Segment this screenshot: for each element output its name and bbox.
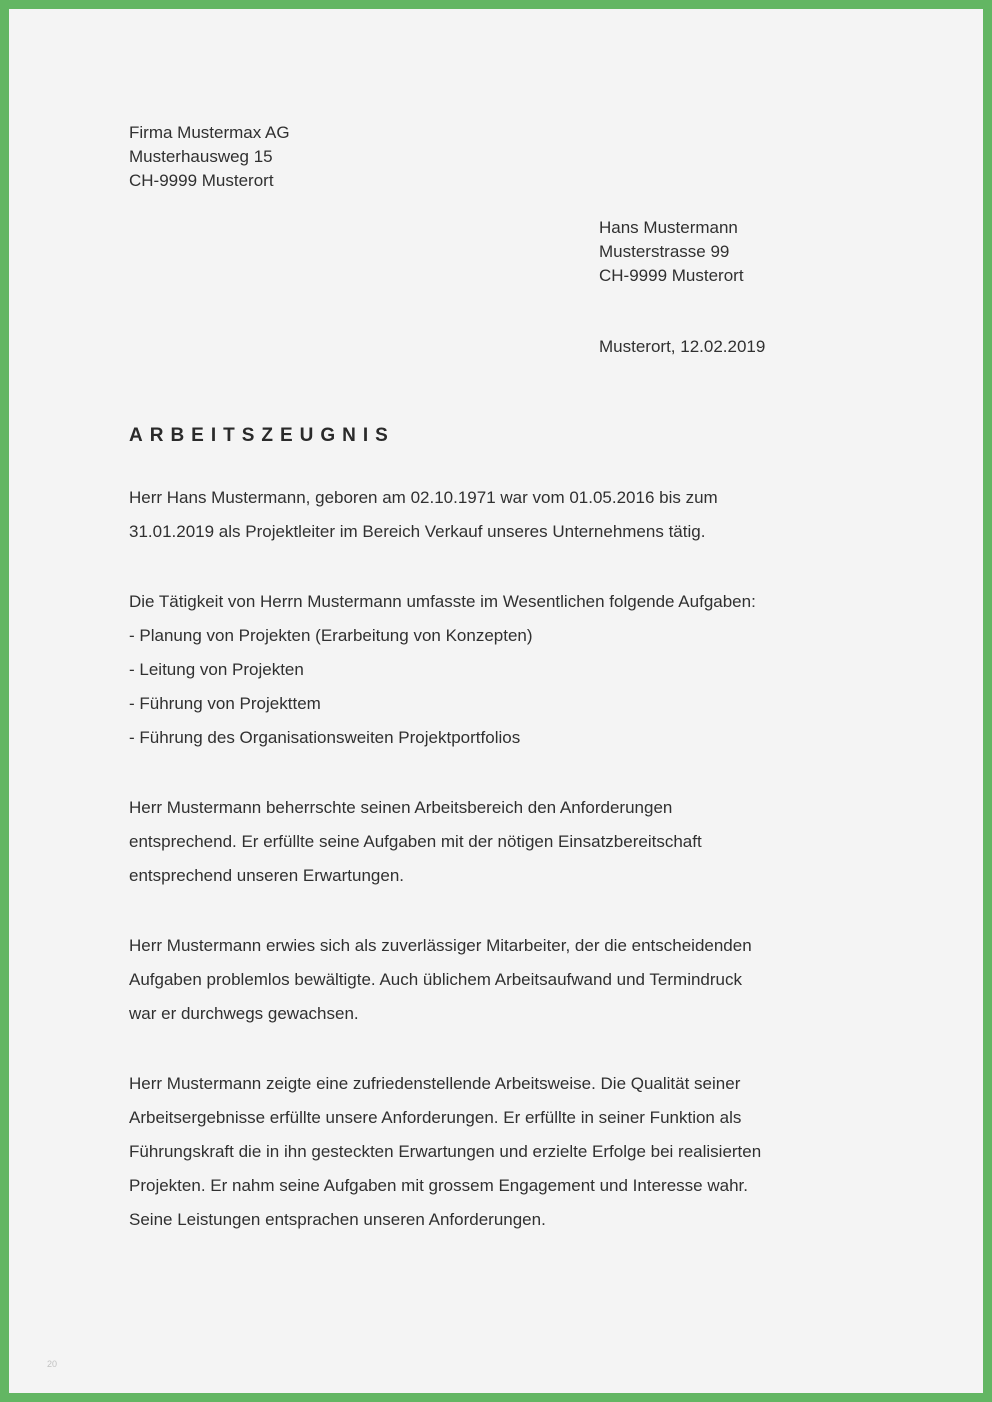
list-item: - Leitung von Projekten: [129, 660, 304, 679]
paragraph-line: Herr Hans Mustermann, geboren am 02.10.1971 war vom 01.05.2016 bis zum: [129, 488, 718, 507]
paragraph: [129, 481, 895, 549]
task-list-block: [129, 585, 895, 755]
paragraph-line: Aufgaben problemlos bewältigte. Auch üblichem Arbeitsaufwand und Termindruck: [129, 970, 742, 989]
paragraph-line: entsprechend. Er erfüllte seine Aufgaben mit der nötigen Einsatzbereitschaft: [129, 832, 702, 851]
recipient-block: [599, 216, 744, 288]
paragraph-line: 31.01.2019 als Projektleiter im Bereich Verkauf unseres Unternehmens tätig.: [129, 522, 706, 541]
task-list-intro: Die Tätigkeit von Herrn Mustermann umfasste im Wesentlichen folgende Aufgaben:: [129, 592, 756, 611]
paragraph: [129, 791, 895, 893]
sender-line: CH-9999 Musterort: [129, 171, 274, 190]
paragraph-line: Herr Mustermann erwies sich als zuverlässiger Mitarbeiter, der die entscheidenden: [129, 936, 752, 955]
sender-line: Firma Mustermax AG: [129, 123, 290, 142]
sender-block: [129, 121, 290, 193]
date-line: Musterort, 12.02.2019: [599, 337, 766, 356]
paragraph-line: entsprechend unseren Erwartungen.: [129, 866, 405, 885]
recipient-line: CH-9999 Musterort: [599, 266, 744, 285]
recipient-line: Hans Mustermann: [599, 218, 738, 237]
list-item: - Planung von Projekten (Erarbeitung von Konzepten): [129, 626, 533, 645]
page-watermark: 20: [47, 1359, 58, 1369]
paragraph-line: Herr Mustermann zeigte eine zufriedenstellende Arbeitsweise. Die Qualität seiner: [129, 1074, 741, 1093]
recipient-line: Musterstrasse 99: [599, 242, 730, 261]
sender-line: Musterhausweg 15: [129, 147, 273, 166]
letter-body: [129, 419, 895, 1237]
list-item: - Führung des Organisationsweiten Projektportfolios: [129, 728, 521, 747]
letter-heading: ARBEITSZEUGNIS: [129, 425, 395, 446]
list-item: - Führung von Projekttem: [129, 694, 321, 713]
paragraph: [129, 1067, 895, 1237]
paragraph-line: Seine Leistungen entsprachen unseren Anforderungen.: [129, 1210, 546, 1229]
paragraph-line: Führungskraft die in ihn gesteckten Erwartungen und erzielte Erfolge bei realisierten: [129, 1142, 762, 1161]
paragraph-line: Herr Mustermann beherrschte seinen Arbeitsbereich den Anforderungen: [129, 798, 673, 817]
paragraph-line: war er durchwegs gewachsen.: [129, 1004, 359, 1023]
paragraph-line: Arbeitsergebnisse erfüllte unsere Anforderungen. Er erfüllte in seiner Funktion als: [129, 1108, 742, 1127]
paragraph-line: Projekten. Er nahm seine Aufgaben mit grossem Engagement und Interesse wahr.: [129, 1176, 748, 1195]
paragraph: [129, 929, 895, 1031]
